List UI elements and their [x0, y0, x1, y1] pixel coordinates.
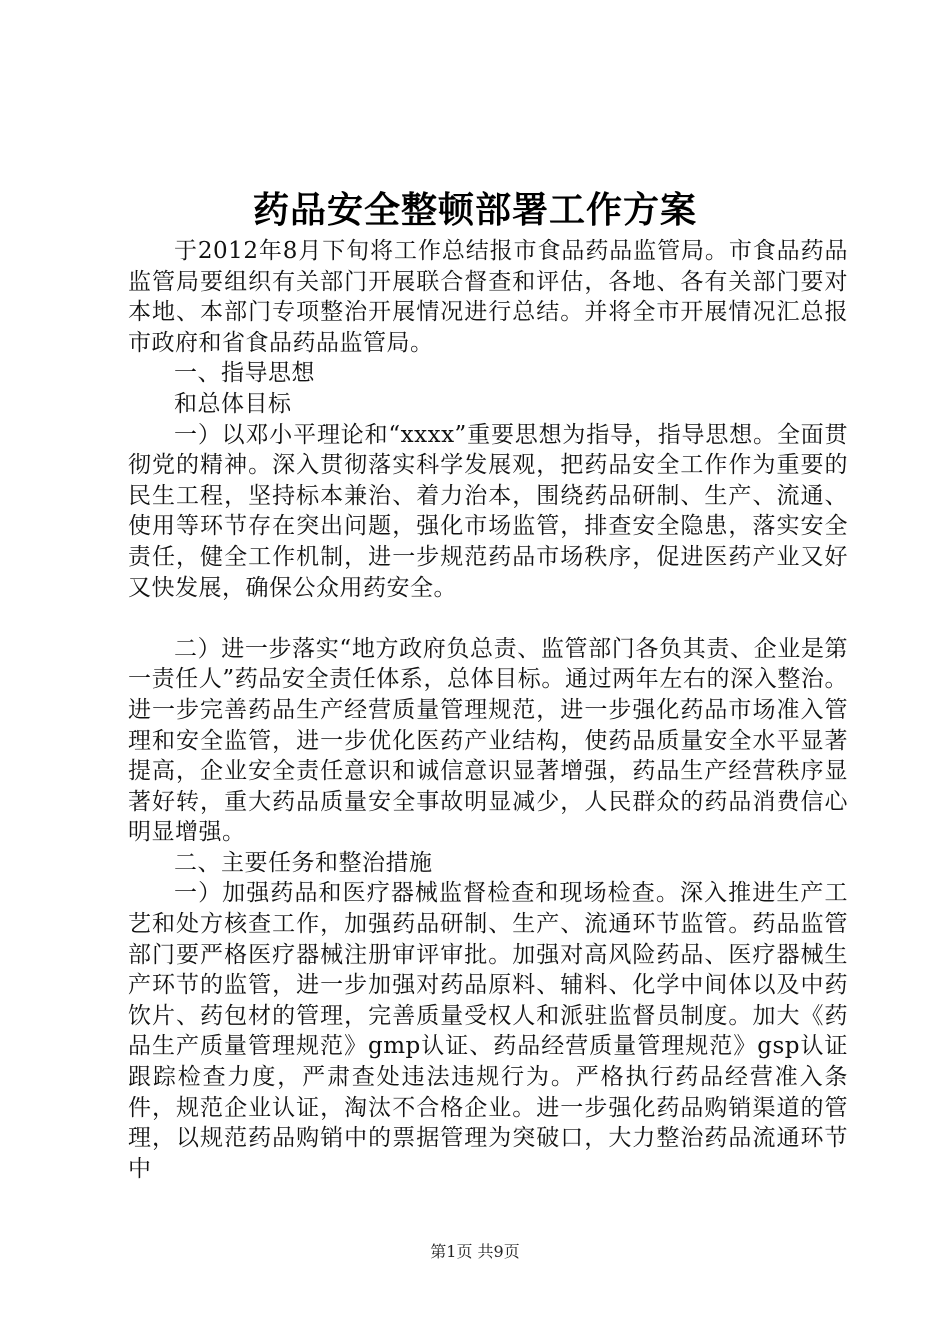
paragraph-guiding-thought: 一）以邓小平理论和“xxxx”重要思想为指导，指导思想。全面贯彻党的精神。深入贯彻落实科学发展观，把药品安全工作作为重要的民生工程，坚持标本兼治、着力治本，围绕药品研制、生产、流通、使用等环节存在突出问题，强化市场监管，排查安全隐患，落实安全责任，健全工作机制，进一步规范药品市场秩序，促进医药产业又好又快发展，确保公众用药安全。 — [128, 421, 848, 601]
section-heading-main-tasks: 二、主要任务和整治措施 — [174, 849, 433, 876]
document-title: 药品安全整顿部署工作方案 — [252, 189, 697, 231]
paragraph-supervision-inspection: 一）加强药品和医疗器械监督检查和现场检查。深入推进生产工艺和处方核查工作，加强药品研制、生产、流通环节监管。药品监管部门要严格医疗器械注册审评审批。加强对高风险药品、医疗器械生产环节的监管，进一步加强对药品原料、辅料、化学中间体以及中药饮片、药包材的管理，完善质量受权人和派驻监督员制度。加大《药品生产质量管理规范》gmp认证、药品经营质量管理规范》gsp认证跟踪检查力度，严肃查处违法违规行为。严格执行药品经营准入条件，规范企业认证，淘汰不合格企业。进一步强化药品购销渠道的管理，以规范药品购销中的票据管理为突破口，大力整治药品流通环节中 — [128, 880, 848, 1182]
page-number-footer: 第1页 共9页 — [430, 1242, 520, 1261]
paragraph-spacer — [128, 603, 848, 634]
section-heading-overall-goal: 和总体目标 — [174, 390, 292, 417]
section-heading-guiding-thought: 一、指导思想 — [174, 360, 315, 387]
document-body — [128, 236, 848, 1184]
paragraph-summary-deadline: 于2012年8月下旬将工作总结报市食品药品监管局。市食品药品监管局要组织有关部门开展联合督查和评估，各地、各有关部门要对本地、本部门专项整治开展情况进行总结。并将全市开展情况汇总报市政府和省食品药品监管局。 — [128, 238, 848, 356]
paragraph-overall-goal: 二）进一步落实“地方政府负总责、监管部门各负其责、企业是第一责任人”药品安全责任体系，总体目标。通过两年左右的深入整治。进一步完善药品生产经营质量管理规范，进一步强化药品市场准入管理和安全监管，进一步优化医药产业结构，使药品质量安全水平显著提高，企业安全责任意识和诚信意识显著增强，药品生产经营秩序显著好转，重大药品质量安全事故明显减少，人民群众的药品消费信心明显增强。 — [128, 635, 848, 846]
